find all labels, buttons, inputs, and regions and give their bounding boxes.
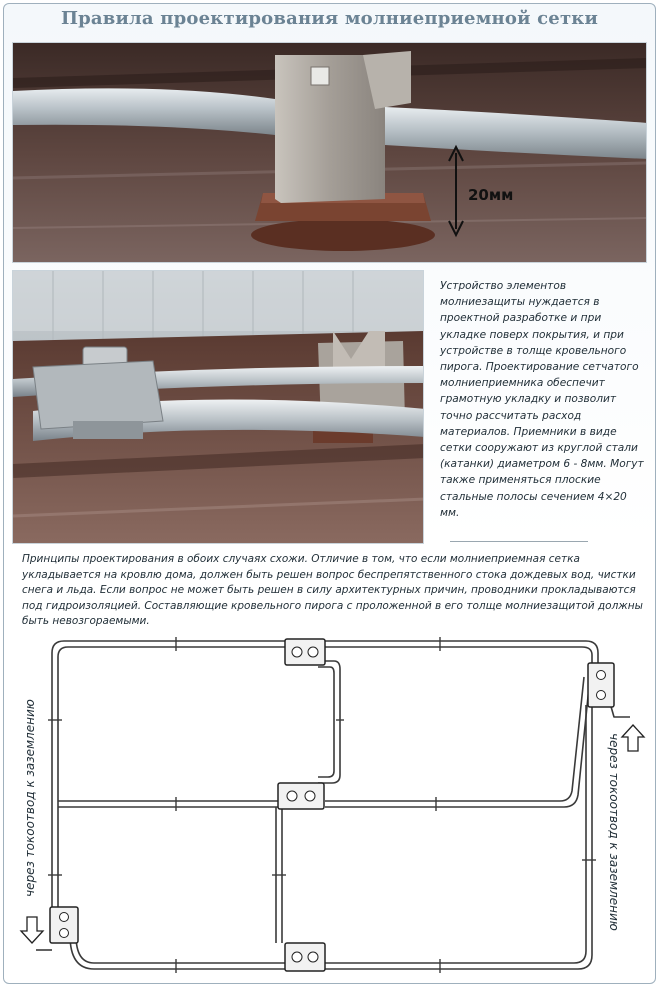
connector-middle <box>278 783 324 809</box>
photo-rod-clamp <box>12 270 424 544</box>
divider <box>450 541 588 542</box>
connector-bottom <box>285 943 325 971</box>
arrow-down-icon <box>21 917 43 943</box>
body-paragraph: Принципы проектирования в обоих случаях схожи. Отличие в том, что если молниеприемная сетка укладывается на кровлю дома, должен быть решен вопрос беспрепятственного стока дождевых вод, чистки снега и льда. Если вопрос не может быть решен в силу архитектурных причин, проводники прокладываются под гидроизоляцией. Составляющие кровельного пирога с проложенной в его толще молниезащитой должны быть невозгораемыми. <box>22 553 643 627</box>
side-description: Устройство элементов молниезащиты нуждается в проектной разработке и при укладке поверх покрытия, и при устройстве в толще кровельного пирога. Проектирование сетчатого молниеприемника обеспечит грамотную укладку и позволит точно рассчитать расход материалов. Приемники в виде сетки сооружают из круглой стали (катанки) диаметром 6 - 8мм. Могут также применяться плоские стальные полосы сечением 4×20 мм. <box>440 280 644 519</box>
connector-top <box>285 639 325 665</box>
connector-right <box>588 663 614 707</box>
photo-rod-holder-closeup <box>12 42 647 263</box>
mesh-diagram <box>0 625 659 984</box>
dimension-label: 20мм <box>468 186 514 204</box>
page-title: Правила проектирования молниеприемной сетки <box>60 8 599 29</box>
left-ground-label: через токоотвод к заземлению <box>23 699 37 897</box>
arrow-up-icon <box>622 725 644 751</box>
connector-left <box>50 907 78 943</box>
right-ground-label: через токоотвод к заземлению <box>607 733 621 931</box>
